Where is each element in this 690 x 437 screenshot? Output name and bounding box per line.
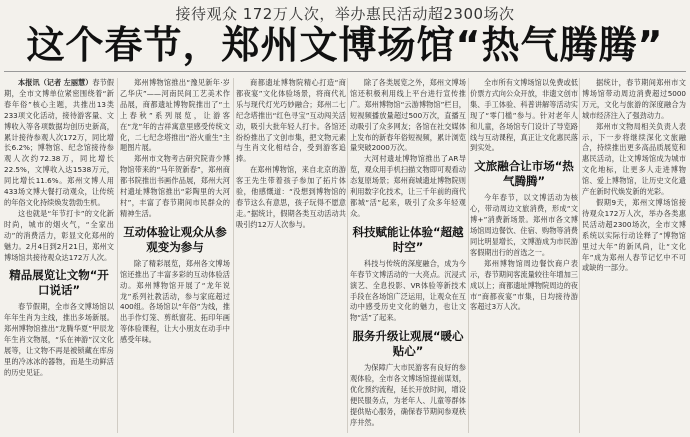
column-separator [579,78,580,433]
article-column-2 [120,78,230,433]
body-paragraph: 商都遗址博物院精心打造“商都夜宴”文化体验场景，将商代礼乐与现代灯光巧妙融合；郑州二七纪念塔推出“红色寻宝”互动闯关活动，吸引大批年轻人打卡。各馆还纷纷推出了文创市集，把文物元素与生肖文化相结合，受到游客追捧。 [236,78,346,164]
article-column-4 [350,78,466,433]
body-paragraph: 据统计，春节期间郑州市文博场馆带动周边消费超过5000万元，文化与旅游的深度融合为城市经济注入了强劲动力。 [582,78,686,120]
body-paragraph: 郑州博物馆周边餐饮商户表示，春节期间客流量较往年增加三成以上；商都遗址博物院周边的夜市“商都夜宴”市集，日均接待游客超过3万人次。 [470,258,578,312]
article-column-5 [470,78,578,433]
body-paragraph: 春节假期，全市各文博场馆以年年生肖为主线，推出多场新展。郑州博物馆推出“龙腾华夏”甲辰龙年生肖文物展，“乐在神游”汉文化展等，让文物不再是被锁藏在库房里的冷冰冰的器物，而是生动鲜活的历史见证。 [4,302,114,377]
headline-rule [4,71,686,72]
body-paragraph: 郑州市文物局相关负责人表示，下一步将继续深化文旅融合，持续推出更多高品质展览和惠民活动，让文博场馆成为城市文化地标，让更多人走进博物馆、爱上博物馆，让历史文化遗产在新时代焕发新的光彩。 [582,121,686,197]
section-heading-service: 服务升级让观展“暖心贴心” [352,329,464,359]
body-paragraph: 郑州博物馆推出“豫见新年·岁乙华庆”——河南民间工艺美术作品展，商都遗址博物院推出了“土上春秋”系列展览，让游客在“龙”年的吉祥寓意里感受传统文化，二七纪念塔推出“浴火重生”主题图片展。 [120,78,230,153]
section-heading-market: 文旅融合让市场“热气腾腾” [474,159,574,189]
byline: 本报讯（记者 左丽慧） [18,78,93,87]
lead-paragraph: 本报讯（记者 左丽慧）春节假期，全市文博单位紧密围绕着“新春年俗”核心主题，共推出13类233项文化活动，接待游客量、文博收入等各项数据均创历史新高，累计接待参观人次172万，同比增长6.2%；博物馆、纪念馆接待参观人次约72.38万，同比增长22.5%，文博收入达1538万元，同比增长11.6%。郑州文博人用433场文博大餐打动观众，让传统的年俗文化持续焕发勃勃生机。 [4,78,114,207]
body-paragraph: 除了各类展览之外，郑州文博场馆还积极利用线上平台进行宣传推广。郑州博物馆“云游博物馆”栏目，短视频播放量超过500万次，直播互动吸引了众多网友；各馆在社交媒体上发布的新春年俗短视频，累计浏览量突破2000万次。 [350,78,466,153]
section-heading-tech: 科技赋能让体验“超越时空” [352,224,464,254]
body-paragraph: 为保障广大市民游客有良好的参观体验，全市各文博场馆提前谋划，优化预约流程，延长开放时间，增设便民服务点，为老年人、儿童等群体提供贴心服务，确保春节期间参观秩序井然。 [350,363,466,427]
body-paragraph: 这也就是“年节打卡”的文化新时尚，城市的烟火气，“全家出动”的消费活力，彰显文化郑州的魅力。2月4日到2月21日，郑州文博场馆共接待观众达172万人次。 [4,208,114,262]
body-paragraph: 全市所有文博场馆以免费或低价票方式向公众开放，非遗文创市集、手工体验、科普讲解等活动实现了“零门槛”参与。针对老年人和儿童，各场馆专门设计了导览路线与互动课程，真正让文化惠民落到实处。 [470,78,578,153]
body-paragraph: 今年春节，以文博活动为核心，带动周边文旅消费，形成“文博+”消费新场景。郑州市各文博场馆周边餐饮、住宿、购物等消费同比明显增长，文博游成为市民游客假期出行的首选之一。 [470,193,578,257]
column-separator [347,78,348,433]
column-separator [468,78,469,433]
column-separator [117,78,118,433]
article-column-3 [236,78,346,433]
section-heading-exhibition: 精品展览让文物“开口说话” [9,268,109,298]
body-paragraph: 在郑州博物馆，来自北京的游客王先生带着孩子参加了拓片体验，他感慨道：“没想到博物馆的春节这么有意思，孩子玩得不愿意走。”据统计，假期各类互动活动共吸引约12万人次参与。 [236,165,346,229]
body-paragraph: 科技与传统的深度融合，成为今年春节文博活动的一大亮点。沉浸式演艺、全息投影、VR体验等新技术手段在各场馆广泛运用，让观众在互动中感受历史文化的魅力，也让文物“活”了起来。 [350,258,466,323]
body-paragraph: 郑州市文物考古研究院青少博物馆带来的“马年贺新春”，郑州商都书院推出书画作品展，郑州大河村遗址博物馆推出“彩陶里的大河村”，丰富了春节期间市民群众的精神生活。 [120,154,230,218]
article-column-1 [4,78,114,433]
body-paragraph: 大河村遗址博物馆推出了AR导览，观众用手机扫描文物即可观看动态复原场景；郑州商城遗址博物院则利用数字化技术，让三千年前的商代都城“活”起来，吸引了众多年轻观众。 [350,154,466,218]
kicker-subtitle: 接待观众 172万人次，举办惠民活动超2300场次 [175,5,515,23]
article-column-6 [582,78,686,433]
headline: 这个春节，郑州文博场馆“热气腾腾” [26,23,664,67]
body-paragraph: 除了精彩展览，郑州各文博场馆还推出了丰富多彩的互动体验活动。郑州博物馆开展了“龙年说龙”系列社教活动，参与家庭超过400组。各场馆以“年俗”为线，推出手作灯笼、剪纸窗花、拓印年画等体验课程，让大小朋友在动手中感受年味。 [120,258,230,345]
body-paragraph: 假期9天，郑州文博场馆接待观众172万人次，举办各类惠民活动超2300场次，全市文博系统以实际行动诠释了“博物馆里过大年”的新风尚，让“文化年”成为郑州人春节记忆中不可或缺的一部分。 [582,197,686,273]
section-heading-interaction: 互动体验让观众从参观变为参与 [123,224,227,254]
column-separator [233,78,234,433]
